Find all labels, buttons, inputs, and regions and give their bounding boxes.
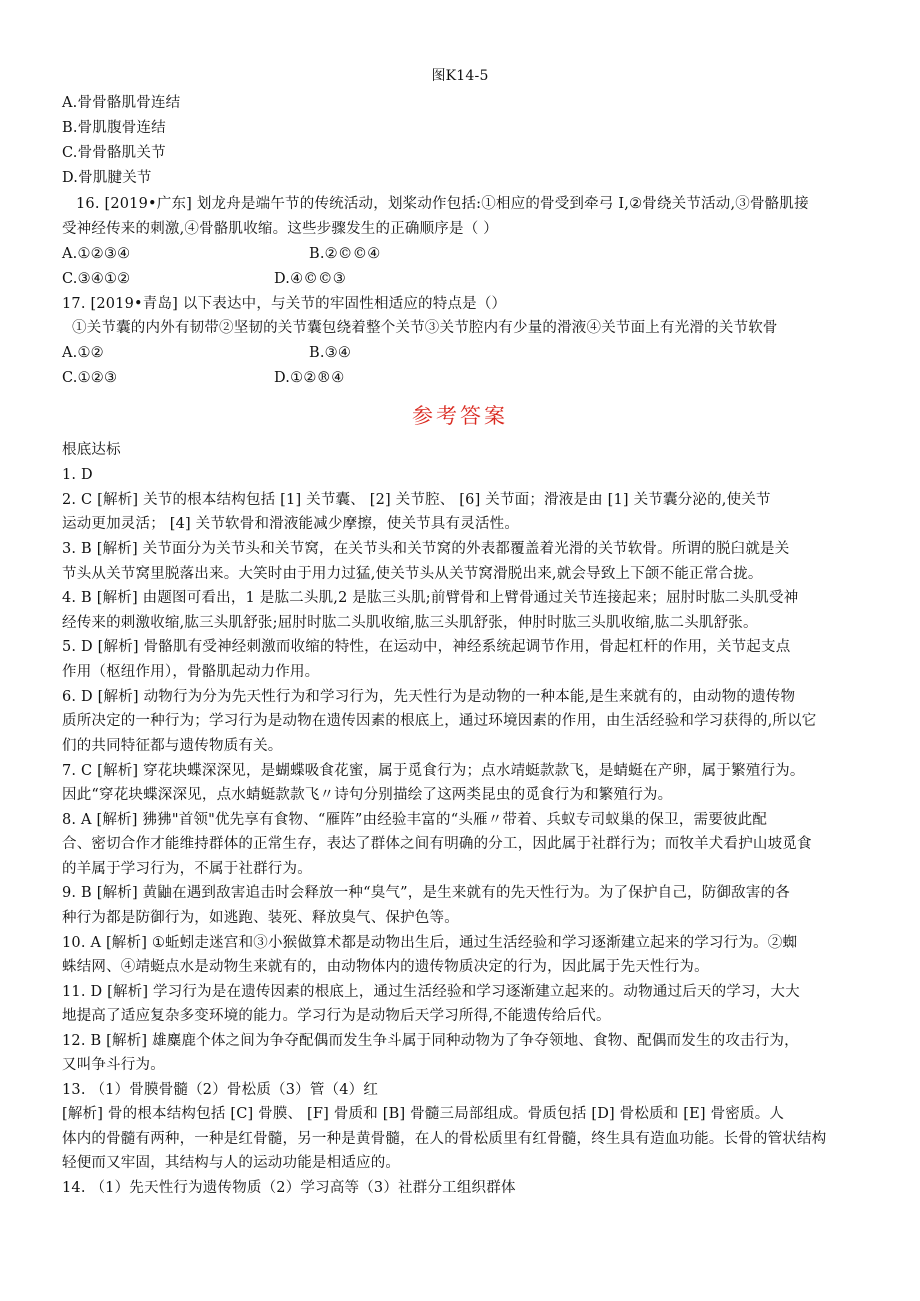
answer-line: [解析] 骨的根本结构包括 [C] 骨膜、 [F] 骨质和 [B] 骨髓三局部组成。骨质包括 [D] 骨松质和 [E] 骨密质。人 [62, 1106, 785, 1122]
answer-line: 又叫争斗行为。 [62, 1057, 165, 1073]
q17-stem-line1: 17. [2019•青岛] 以下表达中，与关节的牢固性相适应的特点是（） [62, 296, 507, 312]
q15-option-b: B.骨肌腹骨连结 [62, 120, 166, 136]
q16-stem-line2: 受神经传来的刺激,④骨骼肌收缩。这些步骤发生的正确顺序是（ ） [62, 221, 498, 237]
answer-line: 作用（枢纽作用），骨骼肌起动力作用。 [62, 664, 320, 680]
answer-line: 8. A [解析] 狒狒"首领"优先享有食物、“雁阵”由经验丰富的“头雁〃带着、兵蚁专司蚁巢的保卫，需要彼此配 [62, 812, 768, 828]
q15-option-a: A.骨骨骼肌骨连结 [62, 95, 181, 111]
answer-line: 9. B [解析] 黄鼬在遇到敌害追击时会释放一种“臭气”，是生来就有的先天性行为。为了保护自己，防御敌害的各 [62, 885, 790, 901]
answer-line: 3. B [解析] 关节面分为关节头和关节窝，在关节头和关节窝的外表都覆盖着光滑的关节软骨。所谓的脱臼就是关 [62, 541, 790, 557]
q16-option-d: D.④©©③ [274, 271, 346, 287]
answer-line: 蛛结网、④靖蜓点水是动物生来就有的，由动物体内的遗传物质决定的行为，因此属于先天性行为。 [62, 959, 709, 975]
answer-line: 合、密切合作才能维持群体的正常生存，表达了群体之间有明确的分工，因此属于社群行为；而牧羊犬看护山坡觅食 [62, 836, 812, 852]
section-label: 根底达标 [62, 442, 121, 458]
q16-option-b: B.②©©④ [309, 246, 381, 262]
answer-line: 们的共同特征都与遗传物质有关。 [62, 738, 283, 754]
q17-option-b: B.③④ [309, 345, 352, 361]
q17-option-c: C.①②③ [62, 370, 118, 386]
q17-stem-line2: ①关节囊的内外有韧带②坚韧的关节囊包绕着整个关节③关节腔内有少量的滑液④关节面上有光滑的关节软骨 [72, 320, 778, 336]
answer-line: 地提高了适应复杂多变环境的能力。学习行为是动物后天学习所得,不能遗传给后代。 [62, 1008, 611, 1024]
answer-line: 11. D [解析] 学习行为是在遗传因素的根底上，通过生活经验和学习逐渐建立起来的。动物通过后天的学习，大大 [62, 984, 800, 1000]
answer-line: 轻便而又牢固，其结构与人的运动功能是相适应的。 [62, 1155, 401, 1171]
answer-line: 2. C [解析] 关节的根本结构包括 [1] 关节囊、 [2] 关节腔、 [6] 关节面；滑液是由 [1] 关节囊分泌的,使关节 [62, 492, 771, 508]
q16-option-c: C.③④①② [62, 271, 131, 287]
answer-line: 6. D [解析] 动物行为分为先天性行为和学习行为，先天性行为是动物的一种本能,是生来就有的，由动物的遗传物 [62, 689, 796, 705]
answer-line: 质所决定的一种行为；学习行为是动物在遗传因素的根底上，通过环境因素的作用，由生活经验和学习获得的,所以它 [62, 713, 817, 729]
answer-line: 14. （1）先天性行为遗传物质（2）学习高等（3）社群分工组织群体 [62, 1180, 516, 1196]
answer-line: 节头从关节窝里脱落出来。大笑时由于用力过猛,使关节头从关节窝滑脱出来,就会导致上下颌不能正常合拢。 [62, 566, 763, 582]
answers-heading: 参考答案 [412, 404, 508, 428]
answer-line: 13. （1）骨膜骨髓（2）骨松质（3）管（4）红 [62, 1082, 379, 1098]
answer-line: 1. D [62, 467, 93, 483]
q17-option-a: A.①② [62, 345, 104, 361]
answer-line: 10. A [解析] ①蚯蚓走迷宫和③小猴做算术都是动物出生后，通过生活经验和学习逐渐建立起来的学习行为。②蜘 [62, 935, 798, 951]
answer-line: 体内的骨髓有两种，一种是红骨髓，另一种是黄骨髓，在人的骨松质里有红骨髓，终生具有造血功能。长骨的管状结构 [62, 1131, 827, 1147]
q15-option-d: D.骨肌腱关节 [62, 170, 152, 186]
answer-line: 的羊属于学习行为，不属于社群行为。 [62, 861, 312, 877]
q17-option-d: D.①②®④ [274, 370, 345, 386]
answer-line: 7. C [解析] 穿花块蝶深深见，是蝴蝶吸食花蜜，属于觅食行为；点水靖蜓款款飞，是蜻蜓在产卵，属于繁殖行为。 [62, 763, 805, 779]
q16-stem-line1: 16. [2019•广东] 划龙舟是端午节的传统活动，划桨动作包括:①相应的骨受到牵弓 I,②骨绕关节活动,③骨骼肌接 [76, 196, 809, 212]
figure-caption: 图K14-5 [431, 68, 489, 84]
answer-line: 经传来的刺激收缩,肱三头肌舒张;屈肘时肱二头肌收缩,肱三头肌舒张，伸肘时肱三头肌收缩,肱二头肌舒张。 [62, 615, 758, 631]
q15-option-c: C.骨骨骼肌关节 [62, 145, 166, 161]
q16-option-a: A.①②③④ [62, 246, 131, 262]
answer-line: 12. B [解析] 雄麋鹿个体之间为争夺配偶而发生争斗属于同种动物为了争夺领地、食物、配偶而发生的攻击行为， [62, 1033, 799, 1049]
answer-line: 运动更加灵活； [4] 关节软骨和滑液能减少摩擦，使关节具有灵活性。 [62, 516, 520, 532]
answer-line: 种行为都是防御行为，如逃跑、装死、释放臭气、保护色等。 [62, 910, 459, 926]
answer-line: 4. B [解析] 由题图可看出，1 是肱二头肌,2 是肱三头肌;前臂骨和上臂骨通过关节连接起来；屈肘时肱二头肌受神 [62, 590, 799, 606]
answer-line: 因此“穿花块蝶深深见，点水蜻蜓款款飞〃诗句分别描绘了这两类昆虫的觅食行为和繁殖行为。 [62, 787, 673, 803]
answer-line: 5. D [解析] 骨骼肌有受神经刺激而收缩的特性，在运动中，神经系统起调节作用，骨起杠杆的作用，关节起支点 [62, 639, 791, 655]
